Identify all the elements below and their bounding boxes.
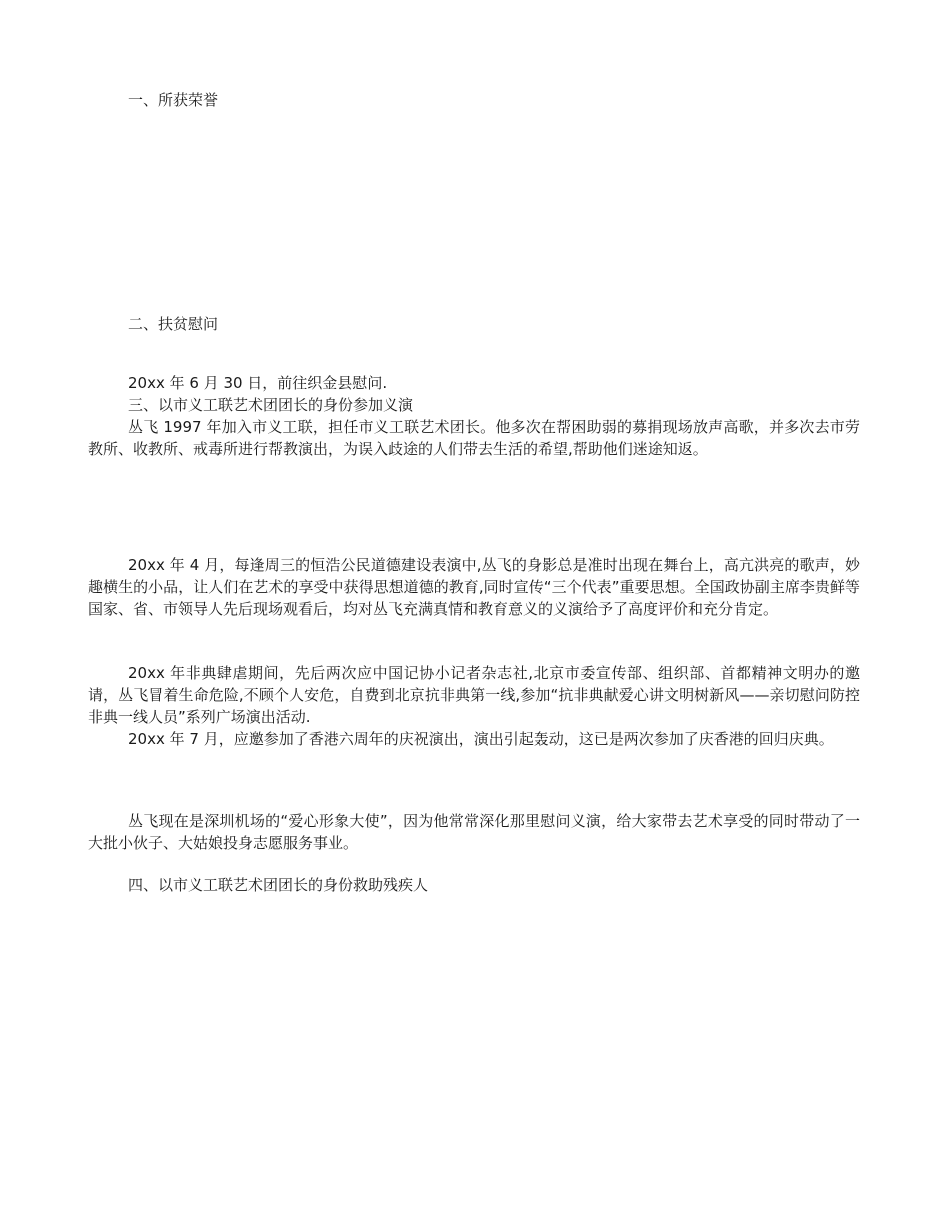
paragraph-sars-performance: 20xx 年非典肆虐期间，先后两次应中国记协小记者杂志社,北京市委宣传部、组织部、首都精神文明办的邀请，丛飞冒着生命危险,不顾个人安危，自费到北京抗非典第一线,参加“抗非典献爱心讲文明树新风——亲切慰问防控非典一线人员”系列广场演出活动. bbox=[88, 664, 860, 726]
paragraph-weekly-performance: 20xx 年 4 月，每逢周三的恒浩公民道德建设表演中,丛飞的身影总是准时出现在舞台上，高亢洪亮的歌声，妙趣横生的小品，让人们在艺术的享受中获得思想道德的教育,同时宣传“三个代表”重要思想。全国政协副主席李贵鲜等国家、省、市领导人先后现场观看后，均对丛飞充满真情和教育意义的义演给予了高度评价和充分肯定。 bbox=[88, 556, 860, 618]
section-heading-poverty-relief: 二、扶贫慰问 bbox=[128, 315, 219, 333]
section-heading-honors: 一、所获荣誉 bbox=[128, 91, 219, 109]
paragraph-joined-volunteers: 丛飞 1997 年加入市义工联，担任市义工联艺术团长。他多次在帮困助弱的募捐现场放声高歌，并多次去市劳教所、收教所、戒毒所进行帮教演出，为误入歧途的人们带去生活的希望,帮助他们迷途知返。 bbox=[88, 418, 860, 458]
paragraph-airport-ambassador: 丛飞现在是深圳机场的“爱心形象大使”，因为他常常深化那里慰问义演，给大家带去艺术享受的同时带动了一大批小伙子、大姑娘投身志愿服务事业。 bbox=[88, 812, 860, 852]
visit-date-line: 20xx 年 6 月 30 日，前往织金县慰问. bbox=[128, 374, 388, 392]
section-heading-disabled-aid: 四、以市义工联艺术团团长的身份救助残疾人 bbox=[128, 876, 429, 894]
paragraph-hongkong-anniversary: 20xx 年 7 月，应邀参加了香港六周年的庆祝演出，演出引起轰动，这已是两次参加了庆香港的回归庆典。 bbox=[128, 730, 834, 748]
section-heading-charity-performance: 三、以市义工联艺术团团长的身份参加义演 bbox=[128, 396, 414, 414]
